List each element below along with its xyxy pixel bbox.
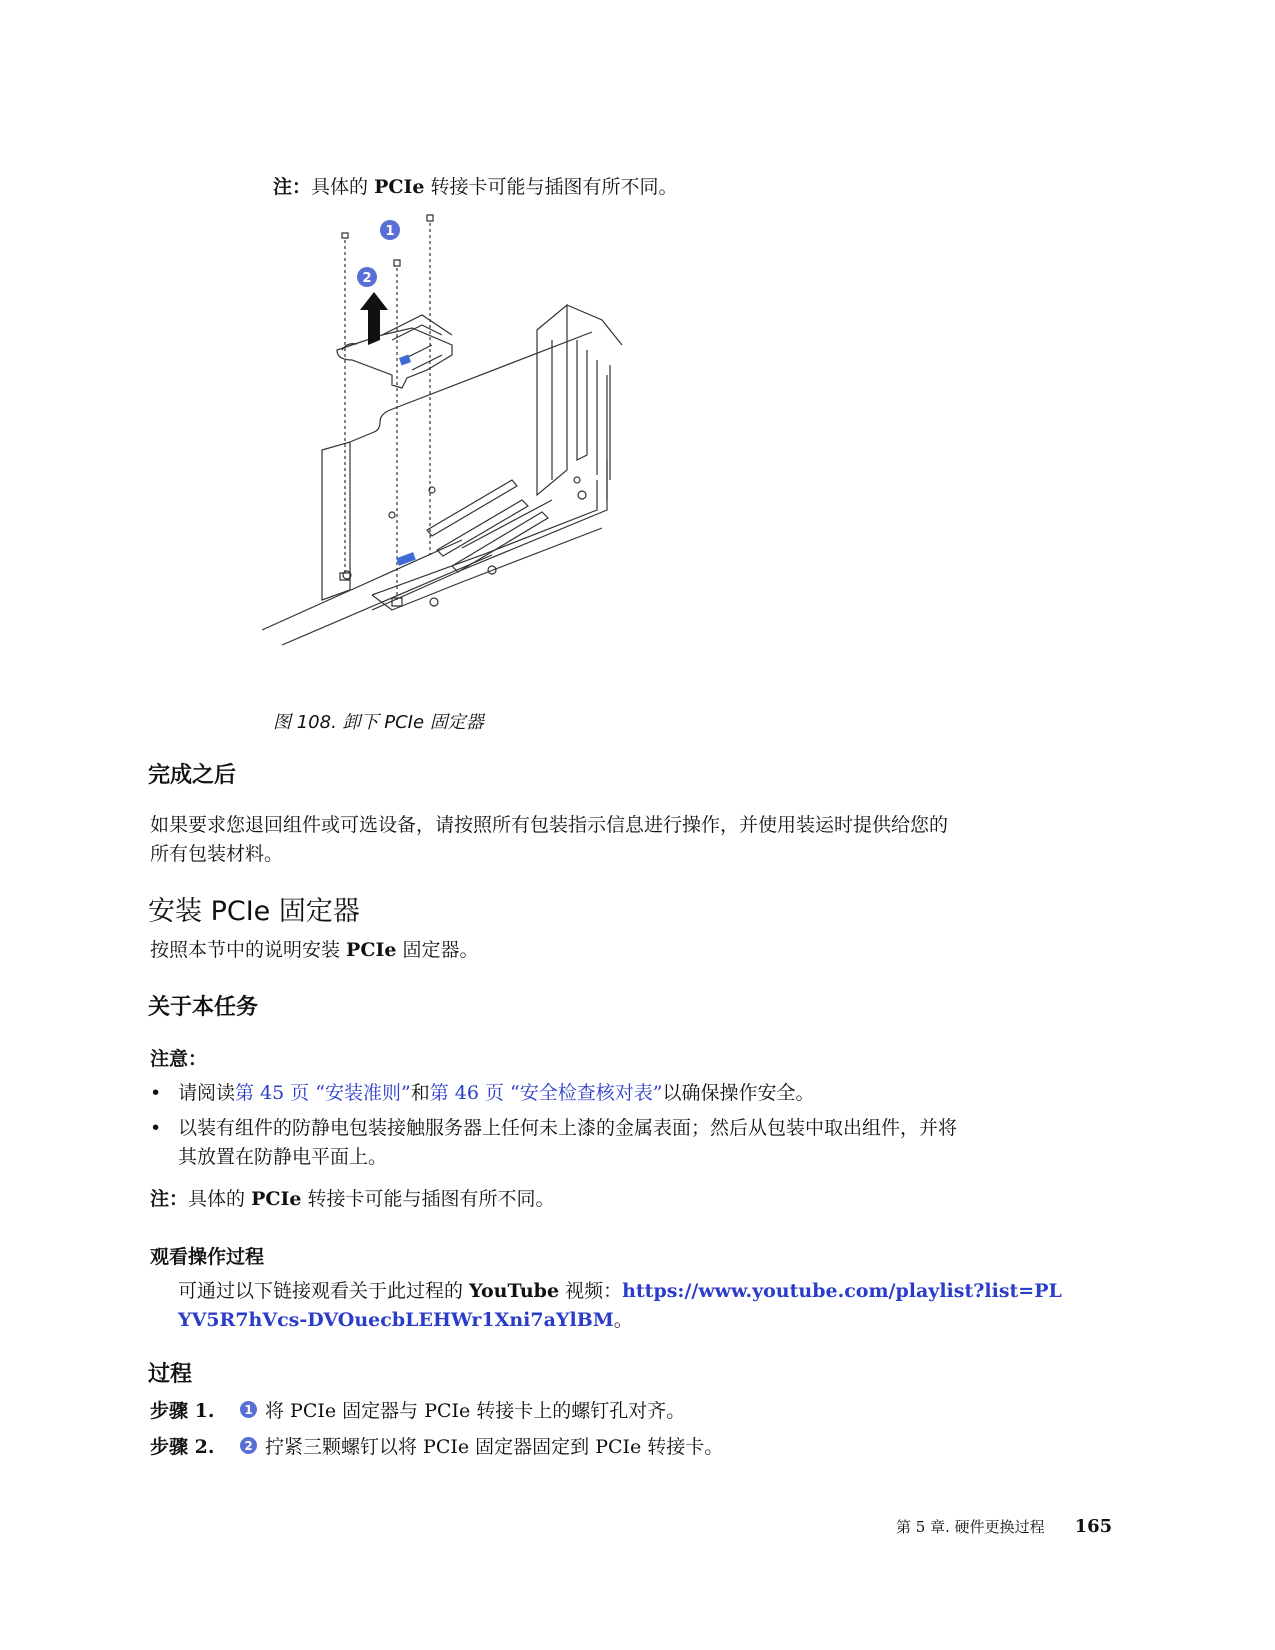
pcie-retainer-removal-figure	[262, 210, 682, 680]
callout-2: 2	[362, 271, 372, 286]
bullet-dot: •	[150, 1082, 162, 1104]
step-text: 拧紧三颗螺钉以将 PCIe 固定器固定到 PCIe 转接卡。	[265, 1436, 724, 1458]
intro-bold: PCIe	[346, 939, 397, 961]
bullet-item-1	[150, 1079, 1140, 1108]
step-2	[150, 1432, 723, 1459]
after-line-2: 所有包装材料。	[150, 843, 284, 865]
after-paragraph	[150, 811, 948, 869]
top-note	[273, 172, 678, 199]
task-note-end: 转接卡可能与插图有所不同。	[301, 1188, 555, 1210]
bullet1-post: 以确保操作安全。	[662, 1082, 815, 1104]
figure-caption: 图 108. 卸下 PCIe 固定器	[273, 712, 484, 733]
procedure-heading: 过程	[148, 1361, 193, 1387]
after-heading: 完成之后	[148, 762, 237, 788]
note-label: 注：	[273, 176, 312, 198]
link-safety-checklist[interactable]: 第 46 页 “安全检查核对表”	[429, 1082, 663, 1104]
task-note-label: 注：	[150, 1188, 189, 1210]
bullet-text	[178, 1079, 1138, 1108]
video-url-link-continued[interactable]: YV5R7hVcs-DVOuecbLEHWr1Xni7aYlBM	[178, 1309, 614, 1331]
callout-1: 1	[385, 224, 395, 239]
section-intro	[150, 936, 478, 965]
bullet1-pre: 请阅读	[178, 1082, 236, 1104]
note-text: 具体的	[311, 176, 375, 198]
step-label: 步骤 1.	[150, 1400, 215, 1422]
video-post: 。	[613, 1309, 633, 1331]
task-note-text: 具体的	[188, 1188, 252, 1210]
step-1	[150, 1396, 685, 1423]
video-line-1	[178, 1277, 1062, 1306]
page-number: 165	[1074, 1516, 1113, 1537]
video-mid: 视频：	[559, 1280, 623, 1302]
video-youtube: YouTube	[469, 1280, 560, 1302]
bullet1-mid: 和	[410, 1082, 430, 1104]
video-pre: 可通过以下链接观看关于此过程的	[178, 1280, 470, 1302]
figure-illustration	[262, 210, 682, 680]
step-text: 将 PCIe 固定器与 PCIe 转接卡上的螺钉孔对齐。	[265, 1400, 686, 1422]
video-paragraph	[178, 1277, 1062, 1335]
step-callout-icon: 2	[240, 1437, 257, 1454]
bullet-dot: •	[150, 1117, 162, 1139]
footer-chapter: 第 5 章. 硬件更换过程	[896, 1518, 1045, 1536]
video-heading: 观看操作过程	[150, 1246, 265, 1268]
after-line-1: 如果要求您退回组件或可选设备，请按照所有包装指示信息进行操作，并使用装运时提供给您的	[150, 814, 949, 836]
intro-post: 固定器。	[396, 939, 479, 961]
bullet-item-2	[150, 1114, 1140, 1174]
section-title: 安装 PCIe 固定器	[148, 896, 360, 927]
bullet-text	[178, 1114, 1138, 1172]
attention-label: 注意：	[150, 1048, 208, 1070]
step-label: 步骤 2.	[150, 1436, 215, 1458]
page-footer	[896, 1516, 1112, 1537]
video-url-link[interactable]: https://www.youtube.com/playlist?list=PL	[622, 1280, 1062, 1302]
task-note-bold: PCIe	[251, 1188, 302, 1210]
link-install-guidelines[interactable]: 第 45 页 “安装准则”	[235, 1082, 411, 1104]
bullet2-line-1: 以装有组件的防静电包装接触服务器上任何未上漆的金属表面；然后从包装中取出组件，并将	[178, 1117, 958, 1139]
intro-pre: 按照本节中的说明安装	[150, 939, 347, 961]
note-bold: PCIe	[374, 176, 425, 198]
task-heading: 关于本任务	[148, 994, 259, 1020]
bullet2-line-2: 其放置在防静电平面上。	[178, 1146, 388, 1168]
video-line-2	[178, 1306, 1062, 1335]
note-text-end: 转接卡可能与插图有所不同。	[424, 176, 678, 198]
step-callout-icon: 1	[240, 1401, 257, 1418]
task-note	[150, 1185, 555, 1214]
